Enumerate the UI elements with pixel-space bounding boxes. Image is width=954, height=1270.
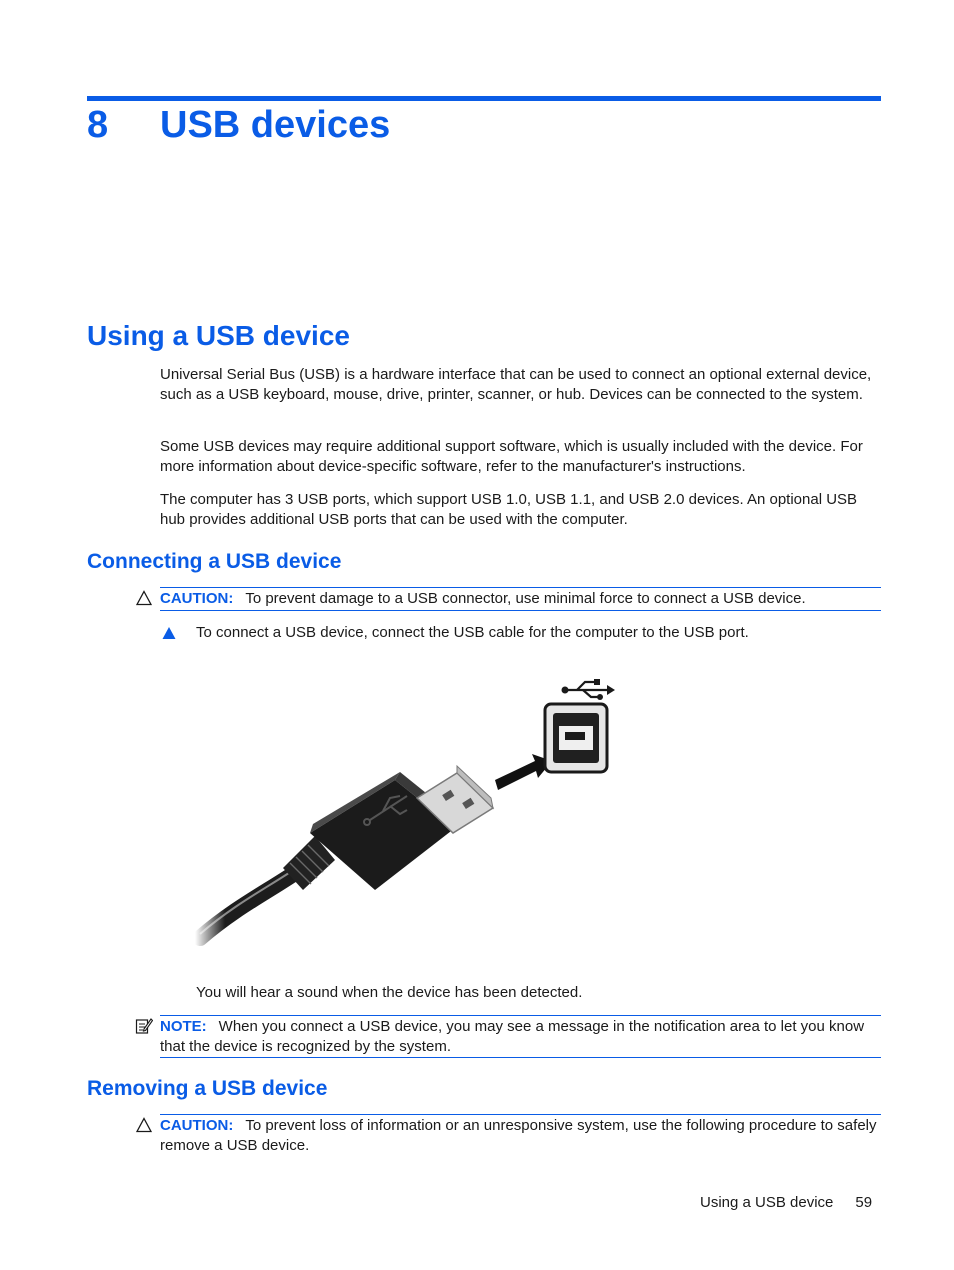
caution-label: CAUTION: bbox=[160, 1117, 234, 1134]
caution-triangle-icon bbox=[136, 590, 152, 606]
removing-title: Removing a USB device bbox=[87, 1077, 328, 1100]
note-label: NOTE: bbox=[160, 1018, 207, 1035]
caution-text: To prevent loss of information or an unresponsive system, use the following procedure to safely remove a USB device. bbox=[160, 1117, 877, 1154]
caution-callout-remove bbox=[160, 1114, 881, 1155]
detection-text: You will hear a sound when the device has been detected. bbox=[196, 984, 583, 1001]
paragraph-software: Some USB devices may require additional support software, which is usually included with the device. For more information about device-specific software, refer to the manufacturer's instructions. bbox=[160, 438, 863, 475]
note-pencil-icon bbox=[135, 1017, 153, 1035]
caution-triangle-icon bbox=[136, 1117, 152, 1133]
step-text: To connect a USB device, connect the USB cable for the computer to the USB port. bbox=[196, 624, 749, 641]
chapter-title: USB devices bbox=[160, 104, 391, 146]
section-title: Using a USB device bbox=[87, 320, 350, 351]
step-triangle-icon bbox=[162, 626, 176, 640]
page-number: 59 bbox=[855, 1194, 873, 1211]
usb-connection-illustration bbox=[195, 668, 625, 958]
connecting-title: Connecting a USB device bbox=[87, 550, 342, 573]
usb-trident-icon bbox=[562, 679, 616, 700]
chapter-number: 8 bbox=[87, 104, 109, 146]
paragraph-intro: Universal Serial Bus (USB) is a hardware interface that can be used to connect an optional external device, such as a USB keyboard, mouse, drive, printer, scanner, or hub. Devices can be connected to the system. bbox=[160, 366, 872, 403]
note-callout bbox=[160, 1015, 881, 1058]
caution-label: CAUTION: bbox=[160, 590, 234, 607]
chapter-rule bbox=[87, 96, 881, 101]
footer-section-name: Using a USB device bbox=[700, 1194, 834, 1211]
paragraph-ports: The computer has 3 USB ports, which support USB 1.0, USB 1.1, and USB 2.0 devices. An optional USB hub provides additional USB ports that can be used with the computer. bbox=[160, 491, 858, 528]
page-footer bbox=[700, 1193, 872, 1212]
note-text: When you connect a USB device, you may see a message in the notification area to let you know that the device is recognized by the system. bbox=[160, 1018, 865, 1055]
caution-callout-connect bbox=[160, 587, 881, 611]
caution-text: To prevent damage to a USB connector, use minimal force to connect a USB device. bbox=[245, 590, 806, 607]
chapter-heading bbox=[87, 102, 390, 148]
